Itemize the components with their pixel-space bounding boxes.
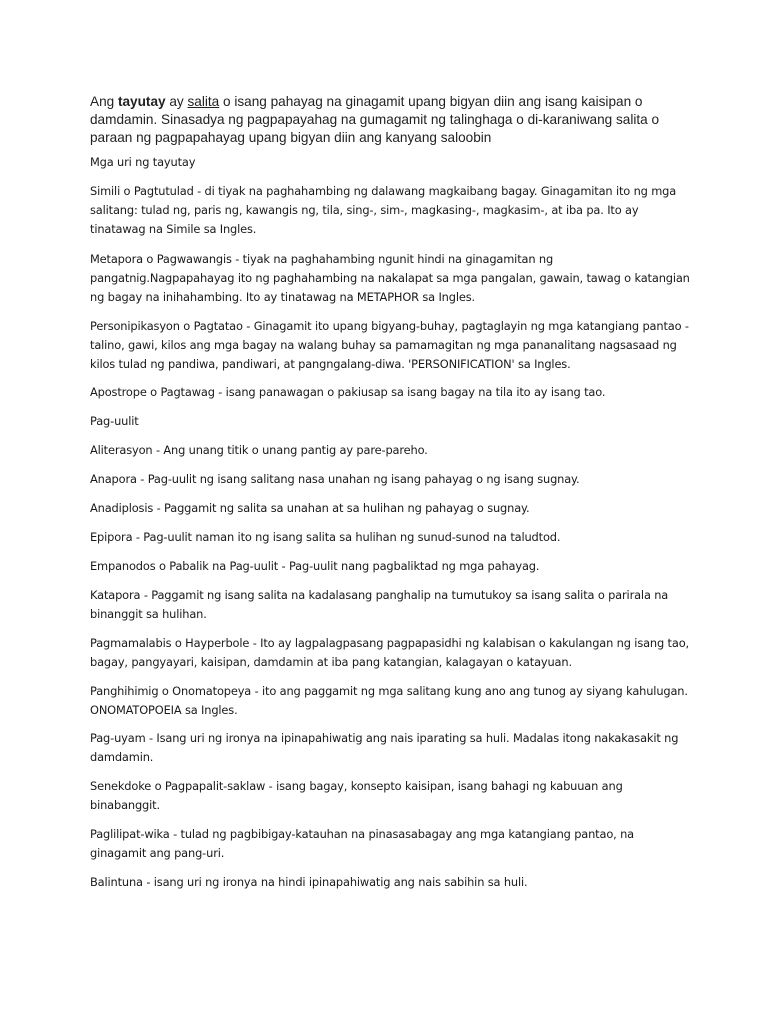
paragraph-aliterasyon: Aliterasyon - Ang unang titik o unang pantig ay pare-pareho. [90, 443, 428, 457]
intro-mid: ay [165, 94, 188, 109]
paragraph-onomatopeya: Panghihimig o Onomatopeya - ito ang paggamit ng mga salitang kung ano ang tunog ay siyang kahulugan. ONOMATOPOEIA sa Ingles. [90, 684, 688, 717]
paragraph-katapora: Katapora - Paggamit ng isang salita na kadalasang panghalip na tumutukoy sa isang salita o parirala na binanggit sa hulihan. [90, 588, 669, 621]
intro-term: tayutay [117, 94, 166, 109]
intro-prefix: Ang [90, 94, 118, 109]
paragraph-metapora: Metapora o Pagwawangis - tiyak na paghahambing ngunit hindi na ginagamitan ng pangatnig.Nagpapahayag ito ng paghahambing na nakalapat sa mga pangalan, gawain, tawag o katangian ng bagay na inihahambing. Ito ay tinatawag na METAPHOR sa Ingles. [90, 252, 690, 304]
paragraph-personipikasyon: Personipikasyon o Pagtatao - Ginagamit ito upang bigyang-buhay, pagtaglayin ng mga katangiang pantao - talino, gawi, kilos ang mga bagay na walang buhay sa pamamagitan ng mga pananalitang nagsasaad ng kilos tulad ng pandiwa, pandiwari, at pangngalang-diwa. 'PERSONIFICATION' sa Ingles. [90, 319, 689, 371]
paragraph-anapora: Anapora - Pag-uulit ng isang salitang nasa unahan ng isang pahayag o ng isang sugnay. [90, 472, 580, 486]
paragraph-paglilipat-wika: Paglilipat-wika - tulad ng pagbibigay-katauhan na pinasasabagay ang mga katangiang pantao, na ginagamit ang pang-uri. [90, 827, 634, 860]
intro-rest: o isang pahayag na ginagamit upang bigyan diin ang isang kaisipan o damdamin. Sinasadya ng pagpapayahag na gumagamit ng talinghaga o di-karaniwang salita o paraan ng pagpapahayag upang bigyan diin ang kanyang saloobin [90, 94, 660, 145]
paragraph-empanodos: Empanodos o Pabalik na Pag-uulit - Pag-uulit nang pagbaliktad ng mga pahayag. [90, 559, 540, 573]
intro-paragraph [90, 93, 690, 147]
paragraph-senekdoke: Senekdoke o Pagpapalit-saklaw - isang bagay, konsepto kaisipan, isang bahagi ng kabuuan ang binabanggit. [90, 779, 623, 812]
paragraph-simili: Simili o Pagtutulad - di tiyak na paghahambing ng dalawang magkaibang bagay. Ginagamitan ito ng mga salitang: tulad ng, paris ng, kawangis ng, tila, sing-, sim-, magkasing-, magkasim-, at iba pa. Ito ay tinatawag na Simile sa Ingles. [90, 184, 677, 236]
paragraph-pag-uyam: Pag-uyam - Isang uri ng ironya na ipinapahiwatig ang nais iparating sa huli. Madalas itong nakakasakit ng damdamin. [90, 731, 679, 764]
paragraph-hayperbole: Pagmamalabis o Hayperbole - Ito ay lagpalagpasang pagpapasidhi ng kalabisan o kakulangan ng isang tao, bagay, pangyayari, kaisipan, damdamin at iba pang katangian, kalagayan o katayuan. [90, 636, 689, 669]
paragraph-pag-uulit: Pag-uulit [90, 414, 139, 428]
paragraph-balintuna: Balintuna - isang uri ng ironya na hindi ipinapahiwatig ang nais sabihin sa huli. [90, 875, 528, 889]
salita-link[interactable]: salita [187, 94, 220, 109]
paragraph-anadiplosis: Anadiplosis - Paggamit ng salita sa unahan at sa hulihan ng pahayag o sugnay. [90, 501, 530, 515]
paragraph-apostrope: Apostrope o Pagtawag - isang panawagan o pakiusap sa isang bagay na tila ito ay isang tao. [90, 385, 606, 399]
section-heading: Mga uri ng tayutay [90, 155, 196, 169]
paragraph-epipora: Epipora - Pag-uulit naman ito ng isang salita sa hulihan ng sunud-sunod na taludtod. [90, 530, 561, 544]
